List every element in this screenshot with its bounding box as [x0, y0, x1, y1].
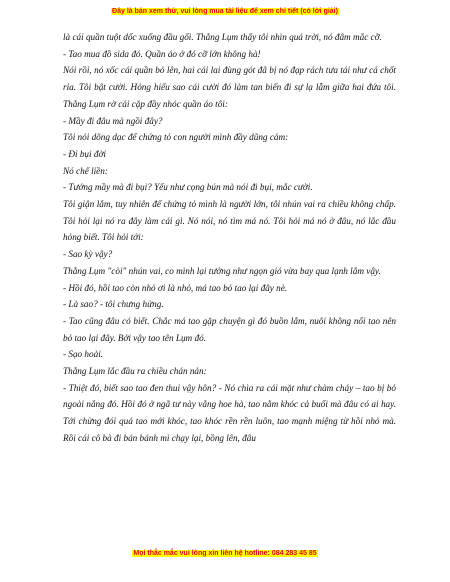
paragraph: - Hồi đó, hồi tao còn nhỏ ơi là nhỏ, má tao bỏ tao lại đây nè. [63, 282, 288, 293]
hotline-banner-text: Mọi thắc mắc vui lòng xin liên hệ hotline: 084 283 45 85 [133, 550, 317, 557]
paragraph: - Tướng mầy mà đi bụi? Yếu như cọng bún mà nói đi bụi, mắc cười. [63, 182, 313, 193]
paragraph: - Đi bụi đời [63, 148, 106, 159]
paragraph: - Là sao? - tôi chưng hửng. [63, 299, 164, 310]
paragraph: Thằng Lụm lắc đầu ra chiều chán nản: [63, 366, 207, 377]
paragraph: Nó chế liền: [63, 165, 108, 176]
paragraph: Thằng Lụm "còi" nhún vai, co mình lại tưởng như ngọn gió vừa bay qua lạnh lắm vậy. [63, 265, 381, 276]
paragraph: Tôi nói dõng dạc để chứng tỏ con người mình đầy dũng cảm: [63, 132, 289, 143]
preview-banner-text: Đây là bản xem thử, vui lòng mua tài liệu để xem chi tiết (có lời giải) [112, 8, 338, 15]
paragraph: Tôi giận lắm, tuy nhiên để chứng tỏ mình là người lớn, tôi nhún vai ra chiều không chấp. Tôi hỏi lại nó ra đây làm cái gì. Nó nói, nó tìm má nó. Tôi hỏi má nó ở đâu, nó lắc đầu hỏng biết. Tôi hỏi tới: [63, 199, 396, 243]
paragraph: là cái quần tuột dốc xuống đầu gối. Thằng Lụm thấy tôi nhìn quá trời, nó đâm mắc cỡ. [63, 32, 382, 42]
paragraph: - Sạo hoài. [63, 349, 104, 360]
paragraph: - Tao mua đồ sida đó. Quần áo ở đó cỡ lớn không hà! [63, 48, 261, 59]
paragraph: Nói rồi, nó xốc cái quần bỏ lên, hai cái lai đùng gót đã bị nó đạp rách tưa tái như cá chốt rỉa. Tôi bật cười. Hỏng hiểu sao cái cười đó làm tan biến đi sự lạ lẫm giữa hai đứa tôi. Thằng Lụm rờ cái cặp đầy nhóc quần áo tôi: [63, 65, 396, 109]
paragraph: - Thiệt đó, biết sao tao đen thui vậy hôn? - Nó chìa ra cái mặt như chàm cháy – tao bị bỏ ngoài nắng đó. Hồi đó ở ngã tư này vắng hoe hà, tao nằm khóc cả buổi mà đâu có ai hay. Tới chừng đói quá tao mới khóc, tao khóc rền rền luôn, tao mạnh miệng từ hồi nhỏ mà. Rồi cái cô bà đi bán bánh mì chạy lại, bồng lên, đâu [63, 382, 396, 443]
preview-banner [0, 8, 450, 15]
paragraph: - Mầy đi đâu mà ngồi đây? [63, 115, 163, 126]
hotline-banner [0, 550, 450, 557]
paragraph: - Tao cũng đâu có biết. Chắc má tao gặp chuyện gì đó buồn lắm, nuôi không nổi tao nên bỏ tao lại đây. Bởi vậy tao tên Lụm đó. [63, 315, 396, 343]
paragraph: - Sao kỳ vậy? [63, 249, 113, 260]
story-body [63, 29, 396, 447]
